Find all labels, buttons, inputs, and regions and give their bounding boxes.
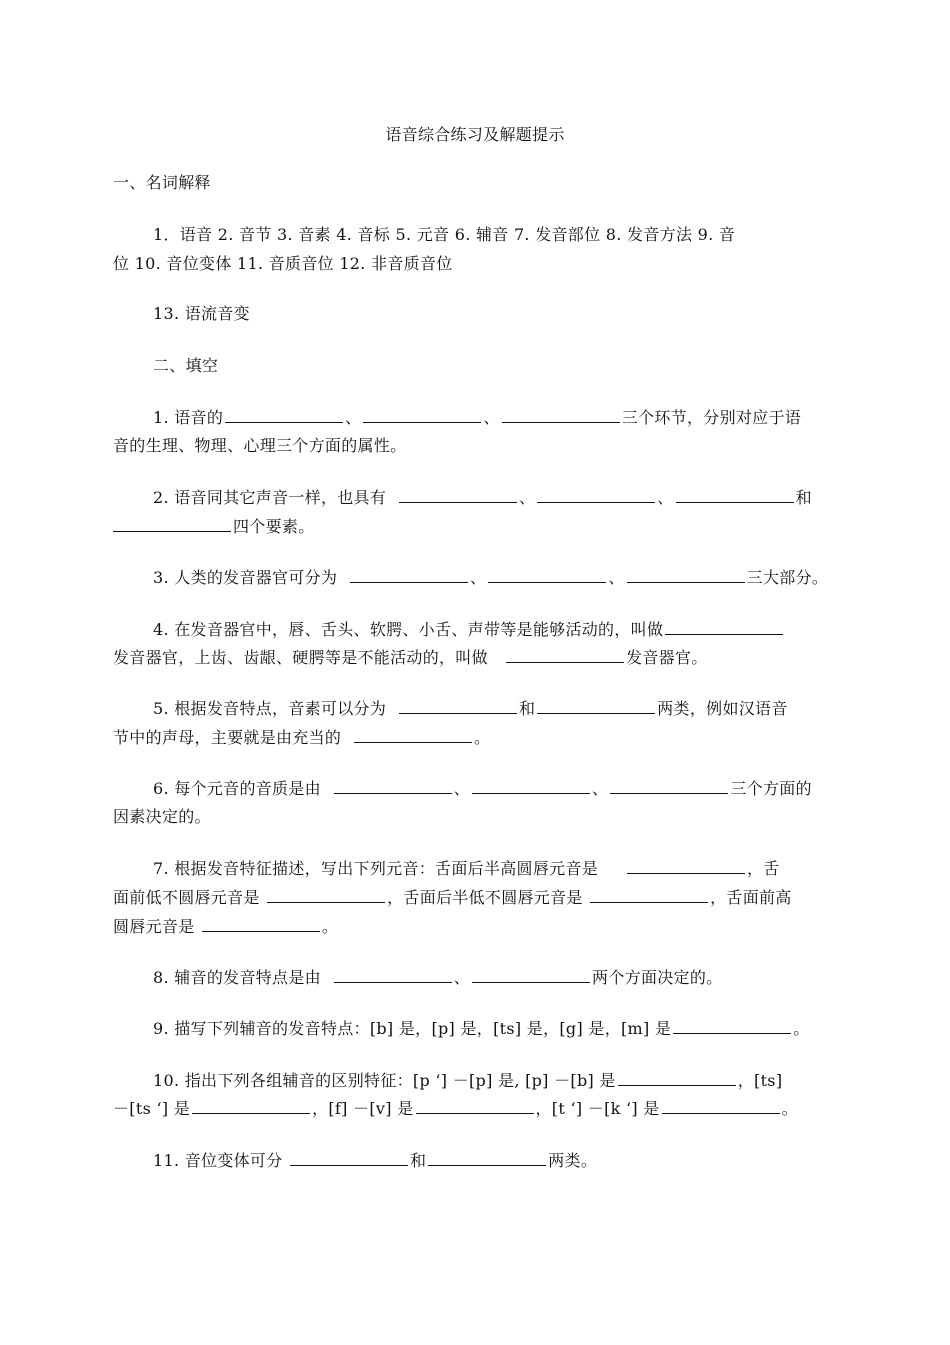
question-7-line-3: 圆唇元音是 。 (113, 917, 339, 936)
question-6-line-2: 因素决定的。 (113, 807, 211, 826)
answer-blank[interactable] (506, 646, 624, 663)
answer-blank[interactable] (610, 777, 728, 794)
page-title: 语音综合练习及解题提示 (385, 125, 565, 144)
section-heading-fill: 二、填空 (153, 356, 219, 375)
answer-blank[interactable] (627, 566, 745, 583)
terms-line-3: 13. 语流音变 (153, 304, 250, 323)
answer-blank[interactable] (202, 915, 320, 932)
answer-blank[interactable] (662, 1097, 780, 1114)
answer-blank[interactable] (428, 1149, 546, 1166)
question-7-line-1: 7. 根据发音特征描述，写出下列元音：舌面后半高圆唇元音是 ，舌 (153, 859, 780, 878)
answer-blank[interactable] (488, 566, 606, 583)
answer-blank[interactable] (665, 618, 783, 635)
answer-blank[interactable] (472, 966, 590, 983)
question-5-line-1: 5. 根据发音特点，音素可以分为 和 两类，例如汉语音 (153, 699, 788, 718)
answer-blank[interactable] (290, 1149, 408, 1166)
answer-blank[interactable] (416, 1097, 534, 1114)
question-1-line-1: 1. 语音的 、 、 三个环节，分别对应于语 (153, 408, 802, 427)
answer-blank[interactable] (267, 886, 385, 903)
question-10-line-1: 10. 指出下列各组辅音的区别特征：[p ‘] －[p] 是, [p] －[b] 是 ，[ts] (153, 1071, 783, 1090)
question-6-line-1: 6. 每个元音的音质是由 、 、 三个方面的 (153, 779, 812, 798)
question-4-line-2: 发音器官，上齿、齿龈、硬腭等是不能活动的，叫做 发音器官。 (113, 648, 708, 667)
question-2-line-1: 2. 语音同其它声音一样，也具有 、 、 和 (153, 488, 812, 507)
answer-blank[interactable] (537, 486, 655, 503)
question-4-line-1: 4. 在发音器官中，唇、舌头、软腭、小舌、声带等是能够活动的，叫做 (153, 618, 785, 641)
answer-blank[interactable] (537, 697, 655, 714)
answer-blank[interactable] (225, 406, 343, 423)
answer-blank[interactable] (472, 777, 590, 794)
answer-blank[interactable] (354, 726, 472, 743)
question-10-line-2: －[ts ‘] 是 ，[f] －[v] 是 ，[t ‘] －[k ‘] 是 。 (113, 1099, 798, 1118)
answer-blank[interactable] (676, 486, 794, 503)
terms-line-2: 位 10. 音位变体 11. 音质音位 12. 非音质音位 (113, 254, 453, 273)
answer-blank[interactable] (618, 1069, 736, 1086)
answer-blank[interactable] (502, 406, 620, 423)
section-heading-terms: 一、名词解释 (113, 173, 211, 192)
question-5-line-2: 节中的声母，主要就是由充当的 。 (113, 728, 491, 747)
answer-blank[interactable] (192, 1097, 310, 1114)
question-11: 11. 音位变体可分 和 两类。 (153, 1151, 598, 1170)
answer-blank[interactable] (363, 406, 481, 423)
answer-blank[interactable] (334, 966, 452, 983)
answer-blank[interactable] (399, 697, 517, 714)
answer-blank[interactable] (350, 566, 468, 583)
question-2-line-2: 四个要素。 (111, 515, 315, 538)
question-9: 9. 描写下列辅音的发音特点：[b] 是，[p] 是，[ts] 是，[g] 是，[m] 是 。 (153, 1019, 810, 1038)
question-8: 8. 辅音的发音特点是由 、 两个方面决定的。 (153, 968, 723, 987)
terms-line-1: 1．语音 2. 音节 3. 音素 4. 音标 5. 元音 6. 辅音 7. 发音部位 8. 发音方法 9. 音 (153, 225, 736, 244)
answer-blank[interactable] (673, 1017, 791, 1034)
answer-blank[interactable] (399, 486, 517, 503)
answer-blank[interactable] (113, 515, 231, 532)
answer-blank[interactable] (590, 886, 708, 903)
answer-blank[interactable] (334, 777, 452, 794)
question-7-line-2: 面前低不圆唇元音是 ，舌面后半低不圆唇元音是 ，舌面前高 (113, 888, 792, 907)
answer-blank[interactable] (627, 857, 745, 874)
question-3: 3. 人类的发音器官可分为 、 、 三大部分。 (153, 568, 829, 587)
question-1-line-2: 音的生理、物理、心理三个方面的属性。 (113, 436, 407, 455)
